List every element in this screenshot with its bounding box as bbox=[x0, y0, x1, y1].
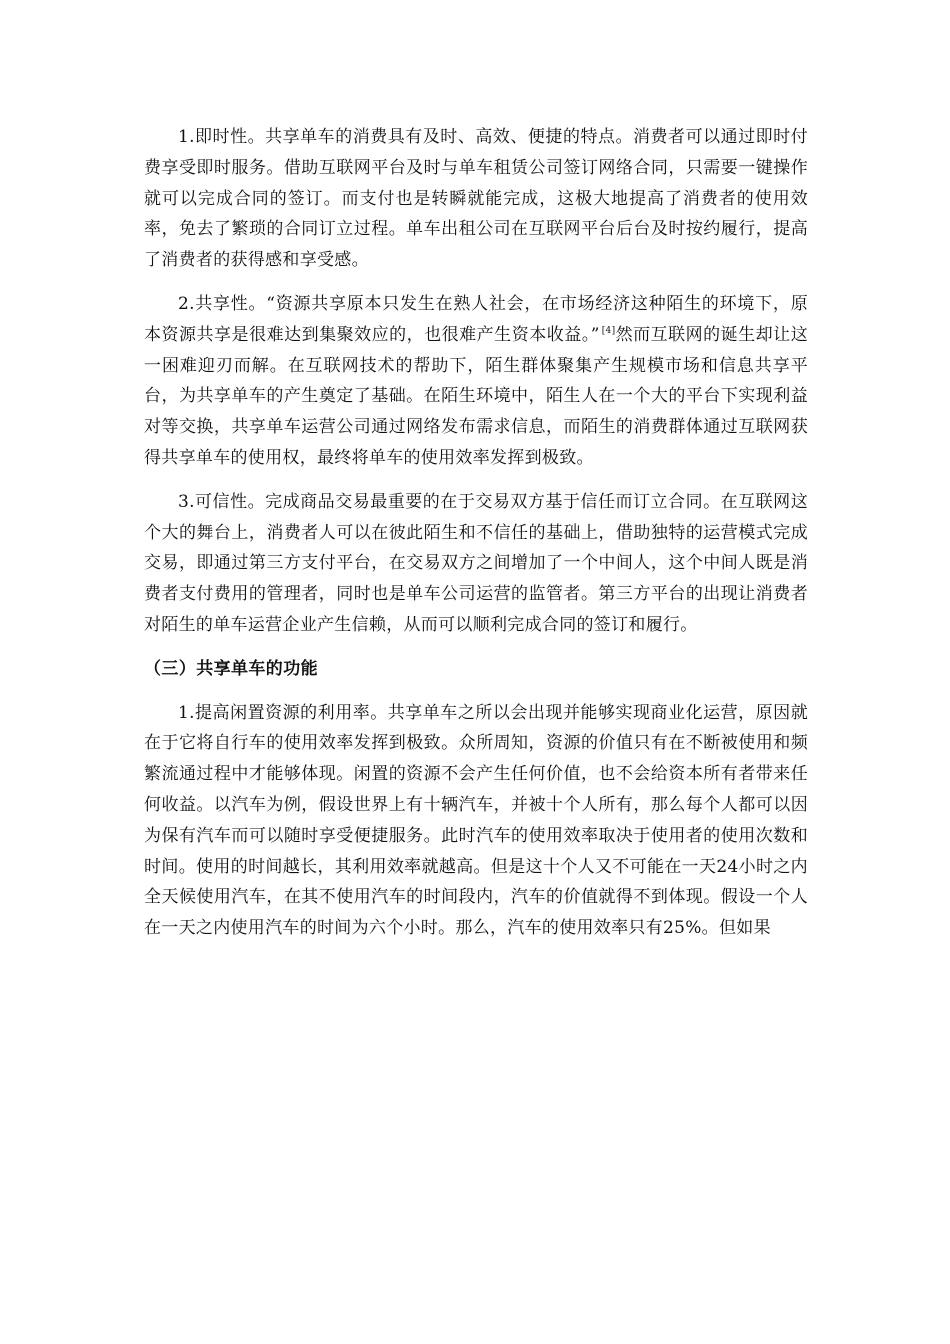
paragraph-sharing-text-a: 2.共享性。“资源共享原本只发生在熟人社会，在市场经济这种陌生的环境下，原本资源共享是很难达到集聚效应的，也很难产生资本收益。” bbox=[144, 293, 808, 345]
paragraph-credibility: 3.可信性。完成商品交易最重要的在于交易双方基于信任而订立合同。在互联网这个大的舞台上，消费者人可以在彼此陌生和不信任的基础上，借助独特的运营模式完成交易，即通过第三方支付平台，在交易双方之间增加了一个中间人，这个中间人既是消费者支付费用的管理者，同时也是单车公司运营的监管者。第三方平台的出现让消费者对陌生的单车运营企业产生信赖，从而可以顺利完成合同的签订和履行。 bbox=[144, 491, 808, 635]
paragraph-gap bbox=[144, 641, 808, 654]
paragraph-idle-resources: 1.提高闲置资源的利用率。共享单车之所以会出现并能够实现商业化运营，原因就在于它将自行车的使用效率发挥到极致。众所周知，资源的价值只有在不断被使用和频繁流通过程中才能够体现。闲置的资源不会产生任何价值，也不会给资本所有者带来任何收益。以汽车为例，假设世界上有十辆汽车，并被十个人所有，那么每个人都可以因为保有汽车而可以随时享受便捷服务。此时汽车的使用效率取决于使用者的使用次数和时间。使用的时间越长，其利用效率就越高。但是这十个人又不可能在一天24小时之内全天候使用汽车，在其不使用汽车的时间段内，汽车的价值就得不到体现。假设一个人在一天之内使用汽车的时间为六个小时。那么，汽车的使用效率只有25%。但如果 bbox=[144, 702, 808, 939]
citation-marker: [4] bbox=[601, 326, 616, 337]
paragraph-immediacy: 1.即时性。共享单车的消费具有及时、高效、便捷的特点。消费者可以通过即时付费享受即时服务。借助互联网平台及时与单车租赁公司签订网络合同，只需要一键操作就可以完成合同的签订。而支付也是转瞬就能完成，这极大地提高了消费者的使用效率，免去了繁琐的合同订立过程。单车出租公司在互联网平台后台及时按约履行，提高了消费者的获得感和享受感。 bbox=[144, 127, 808, 271]
document-body bbox=[144, 122, 808, 944]
paragraph-gap bbox=[144, 685, 808, 698]
paragraph-gap bbox=[144, 474, 808, 487]
paragraph-sharing-text-b: 然而互联网的诞生却让这一困难迎刃而解。在互联网技术的帮助下，陌生群体聚集产生规模市场和信息共享平台，为共享单车的产生奠定了基础。在陌生环境中，陌生人在一个大的平台下实现利益对等交换，共享单车运营公司通过网络发布需求信息，而陌生的消费群体通过互联网获得共享单车的使用权，最终将单车的使用效率发挥到极致。 bbox=[144, 324, 808, 468]
paragraph-sharing bbox=[144, 289, 808, 474]
paragraph-gap bbox=[144, 276, 808, 289]
section-heading: （三）共享单车的功能 bbox=[144, 658, 318, 679]
